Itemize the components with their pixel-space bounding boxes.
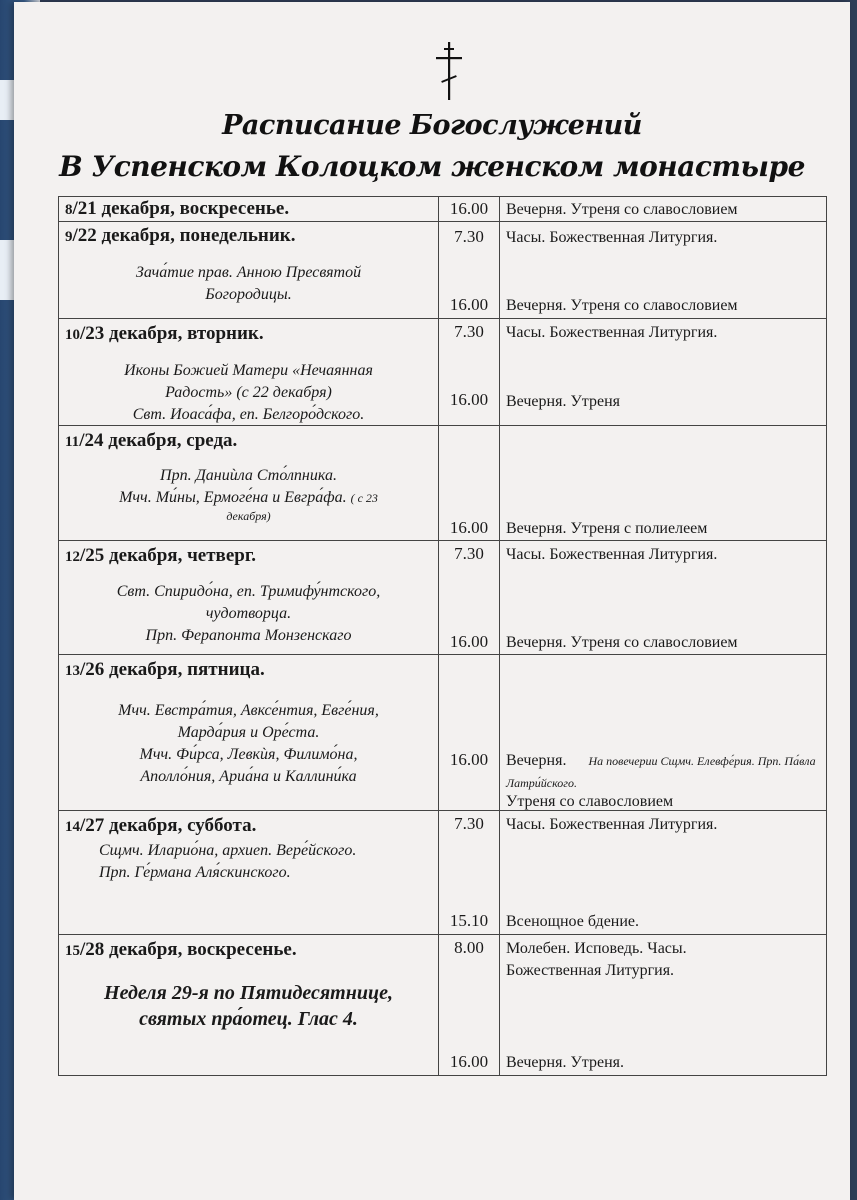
day-date: 13/26 декабря, пятница. xyxy=(65,659,265,680)
service-time: 15.10 xyxy=(449,911,489,930)
feast-text: Иконы Божией Матери «Нечаянная Радость» (с 22 декабря) Свт. Иоаса́фа, еп. Белгоро́дского. xyxy=(124,362,373,423)
service-text: Часы. Божественная Литургия. xyxy=(506,546,718,563)
schedule-sheet xyxy=(14,2,850,1200)
day-cell xyxy=(59,197,439,222)
table-row xyxy=(59,197,827,222)
time-cell xyxy=(439,935,500,1076)
day-date: 8/21 декабря, воскресенье. xyxy=(65,198,290,219)
service-text: Вечерня. Утреня со славословием xyxy=(506,201,738,218)
feast-text: Зача́тие прав. Анною Пресвятой Богородицы. xyxy=(135,264,362,303)
service-text: Вечерня. Утреня со славословием xyxy=(506,634,738,651)
service-cell xyxy=(500,222,827,319)
service-text: Вечерня. Утреня. xyxy=(506,1054,624,1071)
service-time: 16.00 xyxy=(449,295,489,314)
feast-title: Неделя 29-я по Пятидесятнице, святых пра́отец. Глас 4. xyxy=(104,982,393,1030)
service-time: 8.00 xyxy=(454,938,484,957)
service-time: 7.30 xyxy=(454,322,484,341)
time-cell xyxy=(439,811,500,935)
service-time: 7.30 xyxy=(454,227,484,246)
day-cell xyxy=(59,935,439,1076)
service-text: Божественная Литургия. xyxy=(506,962,675,979)
time-cell xyxy=(439,319,500,426)
service-text: Часы. Божественная Литургия. xyxy=(506,816,718,833)
service-time: 16.00 xyxy=(449,1052,489,1071)
service-text: Вечерня. Утреня со славословием xyxy=(506,297,738,314)
service-text: Молебен. Исповедь. Часы. xyxy=(506,940,687,957)
table-row xyxy=(59,319,827,426)
page-subtitle: В Успенском Колоцком женском монастыре xyxy=(59,150,805,183)
service-cell xyxy=(500,541,827,655)
service-cell xyxy=(500,935,827,1076)
service-text: Утреня со славословием xyxy=(506,793,674,810)
day-date: 12/25 декабря, четверг. xyxy=(65,545,257,566)
service-text: Часы. Божественная Литургия. xyxy=(506,324,718,341)
table-row xyxy=(59,541,827,655)
service-time: 16.00 xyxy=(449,390,489,409)
day-cell xyxy=(59,426,439,541)
day-cell xyxy=(59,222,439,319)
service-time: 16.00 xyxy=(449,632,489,651)
table-row xyxy=(59,655,827,811)
day-cell xyxy=(59,811,439,935)
feast-text: Мчч. Евстра́тия, Авксе́нтия, Евге́ния, Марда́рия и Оре́ста. Мчч. Фи́рса, Левкѝя, Филимо́на, Аполло́ния, Ариа́на и Каллини́ка xyxy=(118,702,379,785)
schedule-table xyxy=(58,196,827,1076)
day-date: 14/27 декабря, суббота. xyxy=(65,815,257,836)
service-time: 7.30 xyxy=(454,544,484,563)
table-row xyxy=(59,811,827,935)
time-cell xyxy=(439,426,500,541)
service-cell xyxy=(500,426,827,541)
service-text: Вечерня. Утреня xyxy=(506,393,620,410)
service-cell xyxy=(500,319,827,426)
service-text: Всенощное бдение. xyxy=(506,913,640,930)
service-time: 16.00 xyxy=(449,199,489,218)
service-time: 16.00 xyxy=(449,750,489,769)
orthodox-cross-icon xyxy=(434,42,464,100)
day-cell xyxy=(59,319,439,426)
day-cell xyxy=(59,655,439,811)
service-text: Часы. Божественная Литургия. xyxy=(506,229,718,246)
day-date: 9/22 декабря, понедельник. xyxy=(65,225,296,246)
feast-text: Прп. Даниѝла Сто́лпника. Мчч. Ми́ны, Ермоге́на и Евгра́фа. ( с 23 декабря) xyxy=(119,467,378,523)
feast-text: Сщмч. Иларио́на, архиеп. Вере́йского. Прп. Ге́рмана Аля́скинского. xyxy=(99,842,357,881)
table-row xyxy=(59,935,827,1076)
page-title: Расписание Богослужений xyxy=(222,110,642,141)
service-cell xyxy=(500,655,827,811)
service-time: 16.00 xyxy=(449,518,489,537)
time-cell xyxy=(439,541,500,655)
service-text: Вечерня. Утреня с полиелеем xyxy=(506,520,708,537)
time-cell xyxy=(439,655,500,811)
time-cell xyxy=(439,197,500,222)
service-cell xyxy=(500,197,827,222)
day-date: 10/23 декабря, вторник. xyxy=(65,323,264,344)
feast-text: Свт. Спиридо́на, еп. Тримифу́нтского, чудотворца. Прп. Ферапонта Монзенскаго xyxy=(116,583,381,644)
day-date: 15/28 декабря, воскресенье. xyxy=(65,939,297,960)
day-date: 11/24 декабря, среда. xyxy=(65,430,238,451)
service-text: Вечерня. На повечерии Сщмч. Елевфе́рия. Прп. Па́вла Латри́йского. xyxy=(506,752,816,790)
day-cell xyxy=(59,541,439,655)
table-row xyxy=(59,222,827,319)
time-cell xyxy=(439,222,500,319)
service-time: 7.30 xyxy=(454,814,484,833)
service-cell xyxy=(500,811,827,935)
table-row xyxy=(59,426,827,541)
